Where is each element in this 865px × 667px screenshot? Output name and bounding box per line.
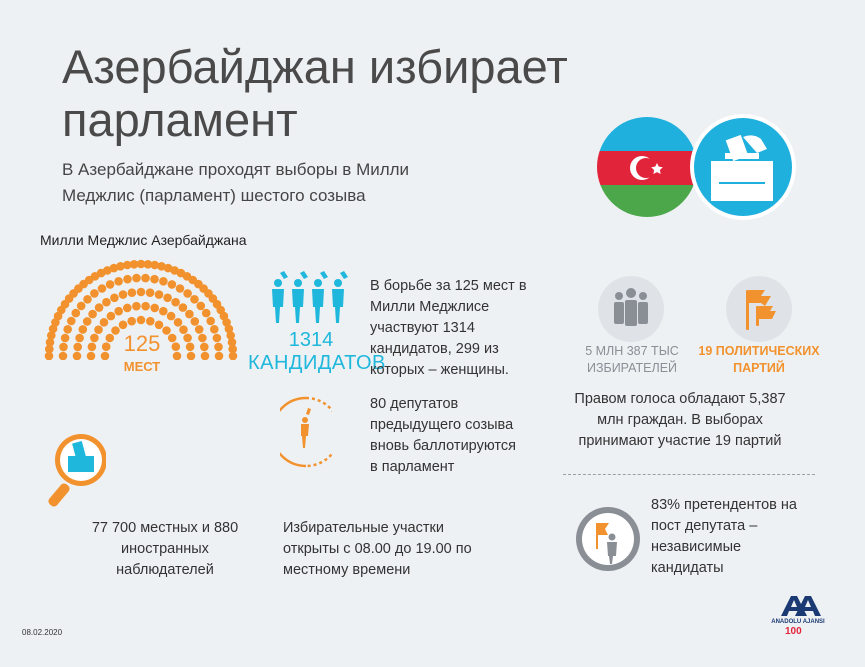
seat-dot (123, 275, 132, 284)
azerbaijan-flag-icon (597, 113, 697, 221)
seat-dot (210, 325, 219, 334)
ballot-box-icon (689, 113, 797, 221)
seat-dot (127, 317, 136, 326)
seat-dot (171, 298, 180, 307)
seat-dot (119, 290, 128, 299)
seats-number: 125 (123, 331, 161, 356)
page-subtitle: В Азербайджане проходят выборы в Милли Меджлис (парламент) шестого созыва (62, 160, 410, 205)
parties-flag-icon (726, 276, 792, 342)
seat-dot (137, 316, 146, 325)
seat-dot (183, 334, 192, 343)
seat-dot (59, 352, 68, 360)
magnifier-ballot-icon (48, 426, 106, 512)
seat-dot (179, 303, 188, 312)
seat-dot (77, 302, 86, 311)
seat-dot (185, 310, 194, 319)
seat-dot (195, 325, 204, 334)
seat-dot (102, 298, 111, 307)
independent-icon (576, 507, 640, 571)
seat-dot (73, 352, 82, 360)
seat-dot (75, 334, 84, 343)
seat-dot (146, 288, 155, 297)
observers-text: 77 700 местных и 880 иностранных наблюдателей (91, 520, 239, 578)
parties-label: ПАРТИЙ (733, 361, 785, 375)
seat-dot (110, 294, 119, 303)
rights-text: Правом голоса обладают 5,387 млн граждан. В выборах принимают участие 19 партий (574, 391, 786, 449)
seat-dot (202, 309, 211, 318)
seat-dot (150, 275, 159, 284)
reelection-text: 80 депутатов предыдущего созыва вновь баллотируются в парламент (370, 396, 516, 475)
seat-dot (63, 325, 72, 334)
seat-dot (200, 343, 209, 352)
seat-dot (128, 288, 137, 297)
seat-dot (150, 304, 159, 313)
voters-label: ИЗБИРАТЕЛЕЙ (586, 361, 678, 375)
parties-value: 19 ПОЛИТИЧЕСКИХ (698, 344, 820, 358)
seat-dot (83, 317, 92, 326)
separator-line (563, 474, 815, 475)
seat-dot (79, 325, 88, 334)
seat-dot (159, 277, 168, 286)
seat-dot (168, 280, 177, 289)
seat-dot (107, 312, 116, 321)
seat-dot (163, 294, 172, 303)
seat-dot (90, 289, 99, 298)
seat-dot (174, 318, 183, 327)
independent-text: 83% претендентов на пост депутата – независимые кандидаты (651, 497, 797, 576)
seat-dot (186, 343, 195, 352)
publication-date: 08.02.2020 (22, 628, 63, 637)
candidates-label: КАНДИДАТОВ (248, 352, 386, 374)
seat-dot (183, 289, 192, 298)
seat-dot (61, 334, 70, 343)
hours-text: Избирательные участки открыты с 08.00 до 19.00 по местному времени (283, 520, 472, 578)
parliament-label: Милли Меджлис Азербайджана (40, 232, 247, 248)
seat-dot (95, 303, 104, 312)
seat-dot (67, 317, 76, 326)
seat-dot (141, 274, 150, 283)
candidates-icon (268, 271, 350, 325)
seat-dot (187, 352, 196, 360)
aa-logo-text: ANADOLU AJANSI (771, 619, 825, 625)
seat-dot (87, 352, 96, 360)
page-title: Азербайджан избирает парламент (62, 40, 568, 146)
seat-dot (198, 334, 207, 343)
seat-dot (88, 310, 97, 319)
seat-dot (155, 321, 164, 330)
seat-dot (159, 307, 168, 316)
candidates-text: В борьбе за 125 мест в Милли Меджлисе участвуют 1314 кандидатов, 299 из которых – женщины. (370, 278, 527, 378)
seat-dot (206, 317, 215, 326)
seat-dot (106, 280, 115, 289)
seat-dot (190, 295, 199, 304)
seats-label: МЕСТ (123, 359, 161, 374)
seat-dot (98, 284, 107, 293)
seat-dot (213, 334, 222, 343)
seat-dot (83, 295, 92, 304)
candidates-number: 1314 (288, 329, 334, 351)
seat-dot (123, 304, 132, 313)
seat-dot (229, 352, 238, 360)
seat-dot (167, 312, 176, 321)
seat-dot (114, 307, 123, 316)
seat-dot (114, 277, 123, 286)
seat-dot (191, 317, 200, 326)
seat-dot (137, 288, 146, 297)
seat-dot (201, 352, 210, 360)
seat-dot (100, 318, 109, 327)
seat-dot (119, 321, 128, 330)
seat-dot (141, 302, 150, 311)
aa-100-badge: 100 (785, 626, 802, 637)
seat-dot (73, 343, 82, 352)
aa-logo-icon (777, 592, 823, 618)
seat-dot (132, 274, 141, 283)
seat-dot (132, 302, 141, 311)
seat-dot (59, 343, 68, 352)
seat-dot (215, 352, 224, 360)
voters-icon (598, 276, 664, 342)
seat-dot (214, 343, 223, 352)
seat-dot (155, 290, 164, 299)
seat-dot (176, 284, 185, 293)
reelection-icon (280, 396, 332, 468)
seat-dot (146, 317, 155, 326)
seat-dot (90, 334, 99, 343)
seat-dot (72, 309, 81, 318)
voters-value: 5 МЛН 387 ТЫС (585, 344, 679, 358)
seat-dot (88, 343, 97, 352)
seat-dot (197, 302, 206, 311)
